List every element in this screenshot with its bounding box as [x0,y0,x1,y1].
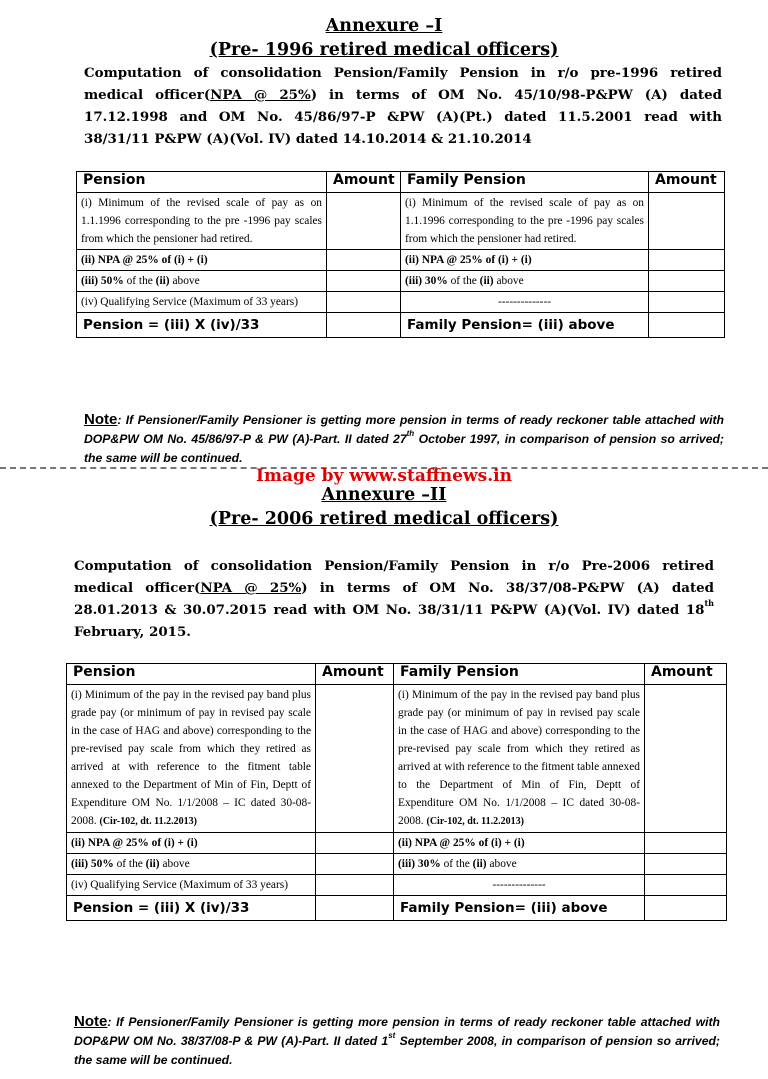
amount-cell [327,271,401,292]
amount-cell [316,896,394,921]
pension-cell: (i) Minimum of the pay in the revised pay band plus grade pay (or minimum of pay in revised pay scale in the case of HAG and above) corresponding to the pre-revised pay scale from which they retired as arrived at with reference to the fitment table annexed to the Department of Min of Fin, Deptt of Expenditure OM No. 1/1/2008 – IC dated 30-08-2008. (Cir-102, dt. 11.2.2013) [67,685,316,833]
amount-cell [327,193,401,250]
table-row [77,271,725,292]
amount-cell [316,875,394,896]
family-pension-formula: Family Pension= (iii) above [394,896,645,921]
annex1-intro: Computation of consolidation Pension/Family Pension in r/o pre-1996 retired medical officer(NPA @ 25%) in terms of OM No. 45/10/98-P&PW (A) dated 17.12.1998 and OM No. 45/86/97-P &PW (A)(Pt.) dated 11.5.2001 read with 38/31/11 P&PW (A)(Vol. IV) dated 14.10.2014 & 21.10.2014 [84,65,722,147]
pension-cell: (iv) Qualifying Service (Maximum of 33 years) [67,875,316,896]
amount-cell [645,896,727,921]
amount-cell [645,875,727,896]
amount-cell [316,685,394,833]
header-amount: Amount [316,664,394,685]
amount-cell [649,292,725,313]
header-pension: Pension [77,172,327,193]
annex2-note: Note: If Pensioner/Family Pensioner is getting more pension in terms of ready reckoner table attached with DOP&PW OM No. 38/37/08-P & PW (A)-Part. II dated 1st September 2008, in comparison of pension so arrived; the same will be continued. [74,1013,720,1067]
amount-cell [645,854,727,875]
pension-cell: (iii) 50% of the (ii) above [67,854,316,875]
pension-formula: Pension = (iii) X (iv)/33 [77,313,327,338]
table-row [77,250,725,271]
annex2-title: Annexure –II [321,485,447,505]
header-amount: Amount [327,172,401,193]
pension-formula: Pension = (iii) X (iv)/33 [67,896,316,921]
amount-cell [649,313,725,338]
table-header-row [67,664,727,685]
amount-cell [649,250,725,271]
pension-cell: (iv) Qualifying Service (Maximum of 33 years) [77,292,327,313]
family-pension-cell: (i) Minimum of the pay in the revised pay band plus grade pay (or minimum of pay in revised pay scale in the case of HAG and above) corresponding to the pre-revised pay scale from which they retired as arrived at with reference to the fitment table annexed to the Department of Min of Fin, Deptt of Expenditure OM No. 1/1/2008 – IC dated 30-08-2008. (Cir-102, dt. 11.2.2013) [394,685,645,833]
table-total-row [67,896,727,921]
amount-cell [316,833,394,854]
pension-cell: (ii) NPA @ 25% of (i) + (i) [77,250,327,271]
header-amount: Amount [649,172,725,193]
annex1-table [76,171,725,338]
header-family-pension: Family Pension [394,664,645,685]
amount-cell [316,854,394,875]
table-row [77,193,725,250]
family-pension-formula: Family Pension= (iii) above [401,313,649,338]
header-family-pension: Family Pension [401,172,649,193]
amount-cell [649,193,725,250]
family-pension-cell: -------------- [401,292,649,313]
header-amount: Amount [645,664,727,685]
pension-cell: (ii) NPA @ 25% of (i) + (i) [67,833,316,854]
table-row [67,685,727,833]
annex1-subtitle: (Pre- 1996 retired medical officers) [209,40,559,60]
annex1-note: Note: If Pensioner/Family Pensioner is getting more pension in terms of ready reckoner table attached with DOP&PW OM No. 45/86/97-P & PW (A)-Part. II dated 27th October 1997, in comparison of pension so arrived; the same will be continued. [84,411,724,465]
amount-cell [327,292,401,313]
table-total-row [77,313,725,338]
amount-cell [327,250,401,271]
table-row [67,833,727,854]
table-row [67,875,727,896]
header-pension: Pension [67,664,316,685]
family-pension-cell: -------------- [394,875,645,896]
table-header-row [77,172,725,193]
family-pension-cell: (iii) 30% of the (ii) above [401,271,649,292]
pension-cell: (i) Minimum of the revised scale of pay as on 1.1.1996 corresponding to the pre -1996 pay scales from which the pensioner had retired. [77,193,327,250]
amount-cell [327,313,401,338]
annex2-intro: Computation of consolidation Pension/Family Pension in r/o Pre-2006 retired medical officer(NPA @ 25%) in terms of OM No. 38/37/08-P&PW (A) dated 28.01.2013 & 30.07.2015 read with OM No. 38/31/11 P&PW (A)(Vol. IV) dated 18th February, 2015. [74,558,715,640]
amount-cell [645,685,727,833]
table-row [67,854,727,875]
annex2-subtitle: (Pre- 2006 retired medical officers) [209,509,559,529]
watermark: Image by www.staffnews.in [256,466,512,486]
amount-cell [645,833,727,854]
family-pension-cell: (ii) NPA @ 25% of (i) + (i) [394,833,645,854]
family-pension-cell: (i) Minimum of the revised scale of pay as on 1.1.1996 corresponding to the pre -1996 pay scales from which the pensioner had retired. [401,193,649,250]
amount-cell [649,271,725,292]
family-pension-cell: (iii) 30% of the (ii) above [394,854,645,875]
annex2-table [66,663,727,921]
annex1-title: Annexure –I [325,16,443,36]
family-pension-cell: (ii) NPA @ 25% of (i) + (i) [401,250,649,271]
table-row [77,292,725,313]
pension-cell: (iii) 50% of the (ii) above [77,271,327,292]
